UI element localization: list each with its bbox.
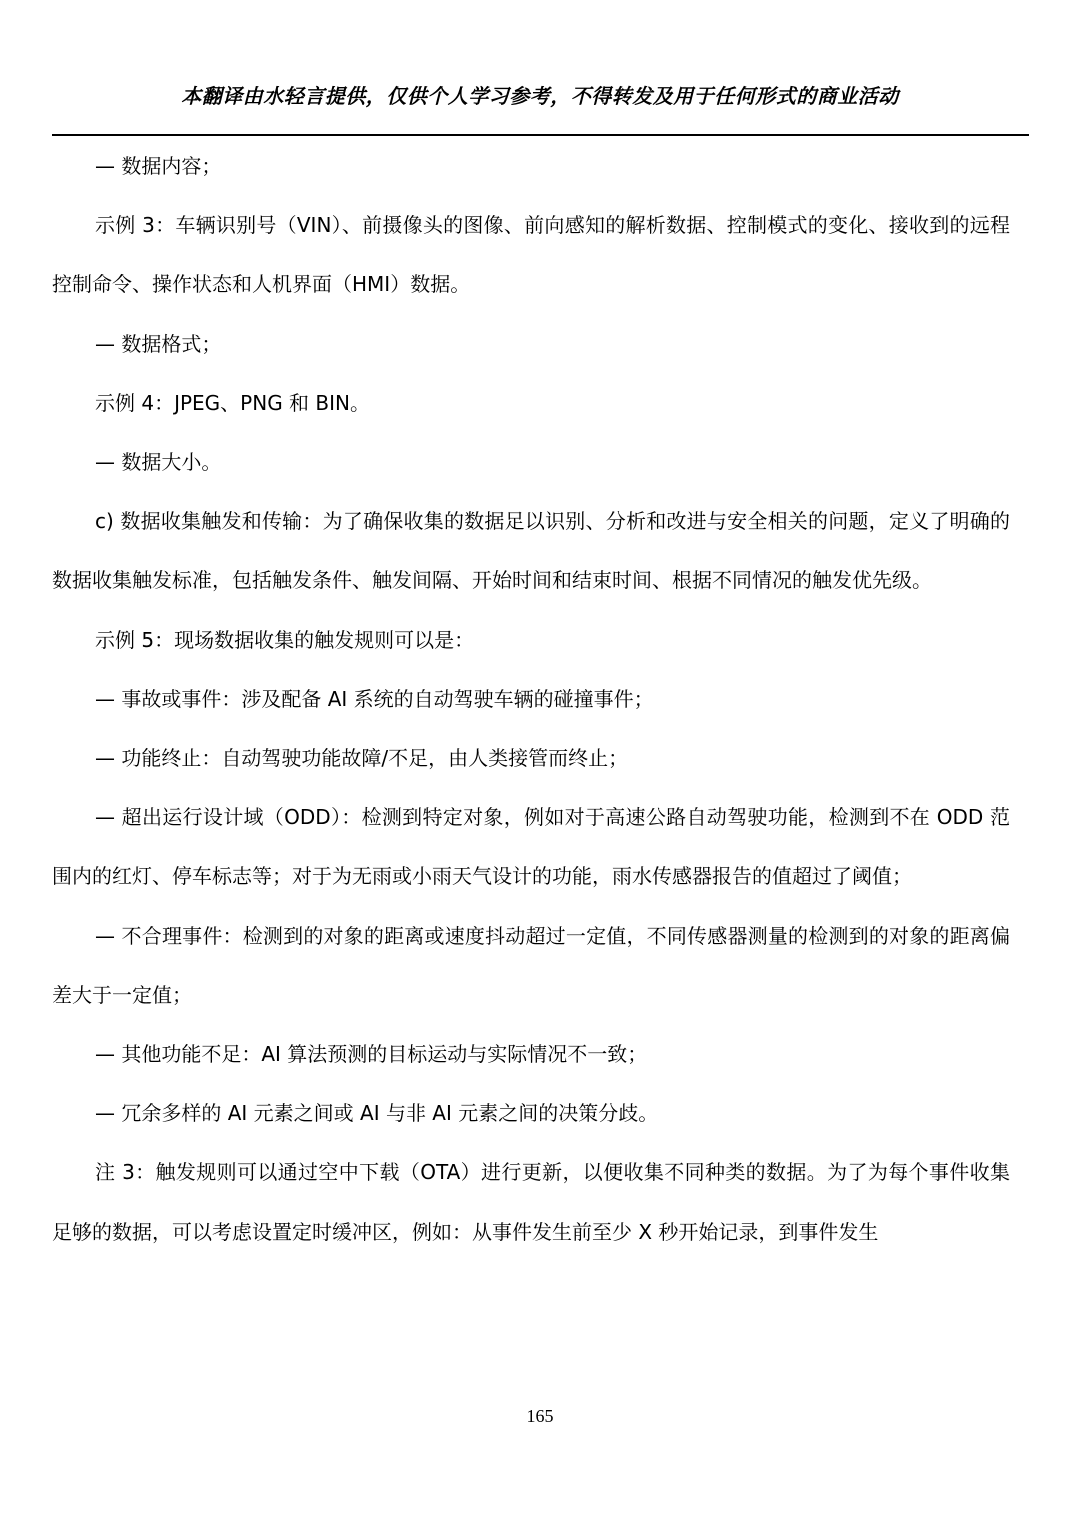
translation-notice-header: 本翻译由水轻言提供，仅供个人学习参考，不得转发及用于任何形式的商业活动 xyxy=(181,84,899,108)
paragraph-note-3: 注 3：触发规则可以通过空中下载（OTA）进行更新，以便收集不同种类的数据。为了为每个事件收集足够的数据，可以考虑设置定时缓冲区，例如：从事件发生前至少 X 秒开始记录，到事件发生 xyxy=(52,1160,1010,1244)
list-item-accident: — 事故或事件：涉及配备 AI 系统的自动驾驶车辆的碰撞事件； xyxy=(95,686,654,711)
paragraph-example-4: 示例 4：JPEG、PNG 和 BIN。 xyxy=(95,390,370,415)
header-divider xyxy=(52,134,1029,136)
list-item-function-termination: — 功能终止：自动驾驶功能故障/不足，由人类接管而终止； xyxy=(95,746,629,771)
paragraph-trigger-and-transmission: c) 数据收集触发和传输：为了确保收集的数据足以识别、分析和改进与安全相关的问题，定义了明确的数据收集触发标准，包括触发条件、触发间隔、开始时间和结束时间、根据不同情况的触发优先级。 xyxy=(52,509,1010,593)
paragraph-example-3: 示例 3：车辆识别号（VIN）、前摄像头的图像、前向感知的解析数据、控制模式的变化、接收到的远程控制命令、操作状态和人机界面（HMI）数据。 xyxy=(52,213,1010,297)
document-body xyxy=(52,137,1010,1262)
page-number: 165 xyxy=(526,1406,554,1426)
paragraph-data-content: — 数据内容； xyxy=(95,154,222,178)
list-item-outside-odd: — 超出运行设计域（ODD）：检测到特定对象，例如对于高速公路自动驾驶功能，检测到不在 ODD 范围内的红灯、停车标志等；对于为无雨或小雨天气设计的功能，雨水传感器报告的值超过了阈值； xyxy=(52,805,1010,889)
paragraph-example-5: 示例 5：现场数据收集的触发规则可以是： xyxy=(95,627,475,652)
list-item-unreasonable-event: — 不合理事件：检测到的对象的距离或速度抖动超过一定值，不同传感器测量的检测到的对象的距离偏差大于一定值； xyxy=(52,923,1010,1007)
list-item-decision-divergence: — 冗余多样的 AI 元素之间或 AI 与非 AI 元素之间的决策分歧。 xyxy=(95,1101,659,1126)
paragraph-data-size: — 数据大小。 xyxy=(95,450,222,475)
paragraph-data-format: — 数据格式； xyxy=(95,331,222,356)
list-item-other-insufficiency: — 其他功能不足：AI 算法预测的目标运动与实际情况不一致； xyxy=(95,1042,648,1067)
